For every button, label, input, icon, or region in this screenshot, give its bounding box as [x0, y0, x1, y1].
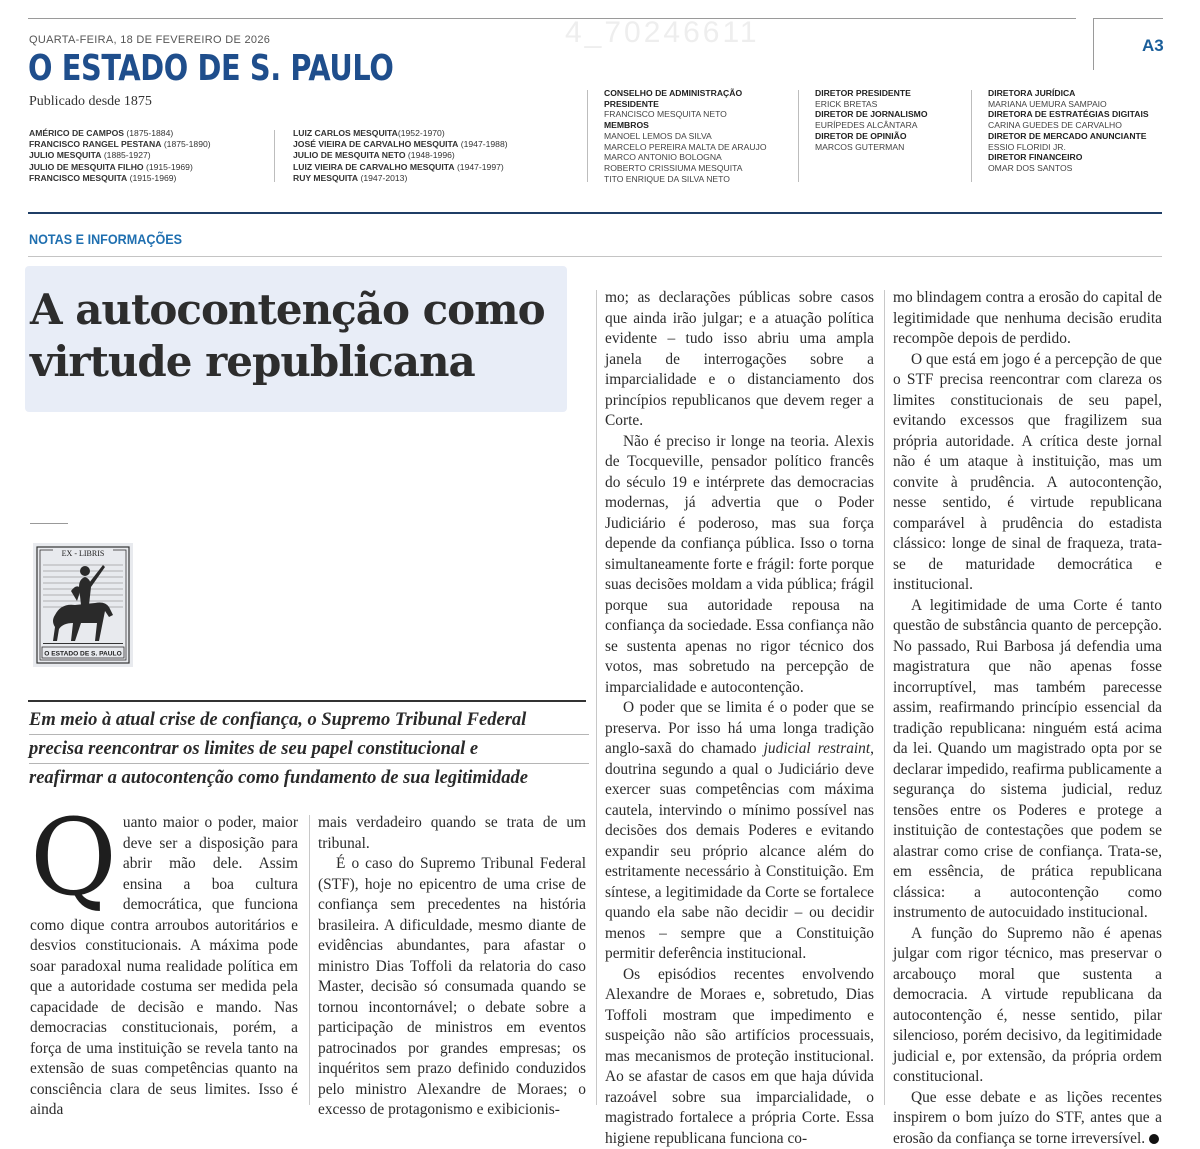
article-column-4 [893, 288, 1162, 1149]
board-member: MARCELO PEREIRA MALTA DE ARAUJO [604, 142, 767, 153]
directors-list [815, 88, 928, 152]
headline-line: virtude republicana [30, 336, 570, 388]
board-divider [587, 90, 588, 182]
founders-list-left [29, 128, 211, 184]
section-rule [28, 256, 1162, 257]
subtitle-line: reafirmar a autocontenção como fundamento de sua legitimidade [29, 764, 589, 792]
board-member: MANOEL LEMOS DA SILVA [604, 131, 767, 142]
director-name: MARCOS GUTERMAN [815, 142, 928, 153]
director-role: DIRETOR DE MERCADO ANUNCIANTE [988, 131, 1149, 142]
founder-entry: AMÉRICO DE CAMPOS (1875-1884) [29, 128, 211, 139]
article-paragraph: mais verdadeiro quando se trata de um tribunal. [318, 813, 586, 854]
founder-entry: FRANCISCO RANGEL PESTANA (1875-1890) [29, 139, 211, 150]
subtitle-line: Em meio à atual crise de confiança, o Supremo Tribunal Federal [29, 706, 589, 735]
board-president-role: PRESIDENTE [604, 99, 767, 110]
article-paragraph: Não é preciso ir longe na teoria. Alexis de Tocqueville, pensador político francês do século 19 e intérprete das democracias modernas, já advertia que o Poder Judiciário é poderoso, mas sua força depende da confiança pública. Isso o torna simultaneamente forte e frágil: forte porque suas decisões moldam a vida pública; frágil porque sua autoridade repousa na confiança da sociedade. Essa confiança não se sustenta apenas no rigor técnico dos votos, mas sobretudo na percepção de imparcialidade e autocontenção. [605, 432, 874, 699]
article-paragraph: A função do Supremo não é apenas julgar com rigor técnico, mas preservar o arcabouço moral que sustenta a democracia. A virtude republicana da autocontenção é, nesse sentido, pilar silencioso, porém decisivo, da legitimidade judicial e, por extensão, da própria ordem constitucional. [893, 924, 1162, 1088]
founder-entry: LUIZ CARLOS MESQUITA(1952-1970) [293, 128, 508, 139]
board-member: ROBERTO CRISSIUMA MESQUITA [604, 163, 767, 174]
director-name: ESSIO FLORIDI JR. [988, 142, 1149, 153]
end-mark [1149, 1134, 1159, 1144]
ex-libris-top-text: EX - LIBRIS [62, 549, 105, 558]
ex-libris-bottom-text: O ESTADO DE S. PAULO [44, 651, 121, 658]
board-member: MARCO ANTONIO BOLOGNA [604, 152, 767, 163]
directors-right-divider [971, 90, 972, 182]
watermark: 4_70246611 [565, 16, 760, 50]
director-role: DIRETOR DE JORNALISMO [815, 109, 928, 120]
column-divider [596, 290, 597, 1105]
subtitle-rule [28, 700, 586, 702]
article-paragraph: A legitimidade de uma Corte é tanto questão de substância quanto de percepção. No passado, Rui Barbosa já defendia uma magistratura que não apenas fosse incorruptível, mas também parecesse assim, reafirmando princípio essencial da tradição republicana: ninguém está acima da lei. Quando um magistrado opta por se declarar impedido, reafirma publicamente a segurança do sistema judicial, reduz tensões entre os Poderes e protege a instituição de contestações que podem se alastrar como crise de confiança. Trata-se, em essência, de prática republicana clássica: a autocontenção como instrumento de autocuidado institucional. [893, 596, 1162, 924]
article-column-3 [605, 288, 874, 1149]
director-name: EURÍPEDES ALCÂNTARA [815, 120, 928, 131]
founder-entry: JULIO DE MESQUITA NETO (1948-1996) [293, 150, 508, 161]
article-paragraph: O que está em jogo é a percepção de que o STF precisa reencontrar com clareza os limites constitucionais de seu papel, evitando excessos que fragilizem sua própria autoridade. A crítica deste jornal não é um ataque à instituição, mas um convite à prudência. A autocontenção, nesse sentido, é virtude republicana comparável à prudência do estadista clássico: longe de sinal de fraqueza, trata-se de maturidade democrática e institucional. [893, 350, 1162, 596]
headline-line: A autocontenção como [30, 284, 570, 336]
top-rule [28, 18, 1076, 19]
article-paragraph: mo; as declarações públicas sobre casos que ainda irão julgar; e a atuação política evidente – tudo isso abriu uma ampla janela de interrogações sobre a imparcialidade e o distanciamento dos princípios republicanos que devem reger a Corte. [605, 288, 874, 432]
subtitle-line: precisa reencontrar os limites de seu papel constitucional e [29, 735, 589, 764]
subtitle [29, 706, 589, 792]
short-divider [30, 523, 68, 524]
director-role: DIRETOR DE OPINIÃO [815, 131, 928, 142]
director-name: CARINA GUEDES DE CARVALHO [988, 120, 1149, 131]
board-of-directors [604, 88, 767, 184]
column-divider [884, 290, 885, 1105]
drop-cap: Q [30, 815, 117, 901]
board-member: TITO ENRIQUE DA SILVA NETO [604, 174, 767, 185]
founders-divider [274, 130, 275, 182]
published-since: Publicado desde 1875 [29, 94, 152, 110]
director-role: DIRETOR FINANCEIRO [988, 152, 1149, 163]
italic-term: judicial restraint [764, 740, 870, 757]
founder-entry: FRANCISCO MESQUITA (1915-1969) [29, 173, 211, 184]
director-name: MARIANA UEMURA SAMPAIO [988, 99, 1149, 110]
directors-list-right [988, 88, 1149, 174]
founders-list-right [293, 128, 508, 184]
section-label: NOTAS E INFORMAÇÕES [29, 231, 182, 247]
article-paragraph: Que esse debate e as lições recentes inspirem o bom juízo do STF, antes que a erosão da confiança se torne irreversível. [893, 1088, 1162, 1149]
board-members-role: MEMBROS [604, 120, 767, 131]
ex-libris-illustration [33, 543, 133, 667]
page-number: A3 [1142, 36, 1164, 56]
article-paragraph: É o caso do Supremo Tribunal Federal (STF), hoje no epicentro de uma crise de confiança sem precedentes na história brasileira. A dificuldade, mesmo diante de evidências abundantes, para afastar o ministro Dias Toffoli da relatoria do caso Master, decisão só consumada quando se tornou incontornável; o debate sobre a participação de ministros em eventos patrocinados por grandes empresas; os inquéritos sem prazo definido conduzidos pelo ministro Alexandre de Moraes; o excesso de protagonismo e exibicionis- [318, 854, 586, 1121]
director-name: OMAR DOS SANTOS [988, 163, 1149, 174]
director-name: ERICK BRETAS [815, 99, 928, 110]
article-paragraph: Quanto maior o poder, maior deve ser a disposição para abrir mão dele. Assim ensina a boa cultura democrática, que funciona como dique contra arroubos autoritários e desvios constitucionais. A máxima pode soar paradoxal numa realidade política em que a autoridade costuma ser medida pela capacidade de decisão e mando. Nas democracias constitucionais, porém, a força de uma instituição se revela tanto na extensão de suas competências quanto na consciência clara de seus limites. Isso é ainda [30, 813, 298, 1121]
article-column-2 [318, 813, 586, 1121]
founder-entry: JOSÉ VIEIRA DE CARVALHO MESQUITA (1947-1988) [293, 139, 508, 150]
header-rule [28, 212, 1162, 214]
founder-entry: JULIO MESQUITA (1885-1927) [29, 150, 211, 161]
article-paragraph: Os episódios recentes envolvendo Alexandre de Moraes e, sobretudo, Dias Toffoli mostram que impedimento e suspeição não são artifícios processuais, mas mecanismos de proteção institucional. Ao se afastar de casos em que haja dúvida razoável sobre sua imparcialidade, o magistrado fortalece a própria Corte. Essa higiene republicana funciona co- [605, 965, 874, 1149]
article-paragraph: mo blindagem contra a erosão do capital de legitimidade que nenhuma decisão erudita recompõe depois de perdido. [893, 288, 1162, 350]
board-title: CONSELHO DE ADMINISTRAÇÃO [604, 88, 767, 99]
director-role: DIRETOR PRESIDENTE [815, 88, 928, 99]
directors-divider [798, 90, 799, 182]
founder-entry: JULIO DE MESQUITA FILHO (1915-1969) [29, 162, 211, 173]
director-role: DIRETORA DE ESTRATÉGIAS DIGITAIS [988, 109, 1149, 120]
column-divider [309, 815, 310, 1105]
founder-entry: RUY MESQUITA (1947-2013) [293, 173, 508, 184]
board-president: FRANCISCO MESQUITA NETO [604, 109, 767, 120]
director-role: DIRETORA JURÍDICA [988, 88, 1149, 99]
date-line: QUARTA-FEIRA, 18 DE FEVEREIRO DE 2026 [29, 34, 270, 46]
article-column-1 [30, 813, 298, 1121]
headline [30, 284, 570, 388]
founder-entry: LUIZ VIEIRA DE CARVALHO MESQUITA (1947-1997) [293, 162, 508, 173]
article-paragraph: O poder que se limita é o poder que se preserva. Por isso há uma longa tradição anglo-saxã do chamado judicial restraint, doutrina segundo a qual o Judiciário deve exercer suas competências com máxima cautela, intervindo o mínimo possível nas decisões dos demais Poderes e evitando expandir seu próprio alcance além do estritamente necessário à Constituição. Em síntese, a legitimidade da Corte se fortalece quando ela sabe não decidir – ou decidir menos – sempre que a Constituição permitir deferência institucional. [605, 698, 874, 965]
masthead: O ESTADO DE S. PAULO [28, 48, 393, 89]
